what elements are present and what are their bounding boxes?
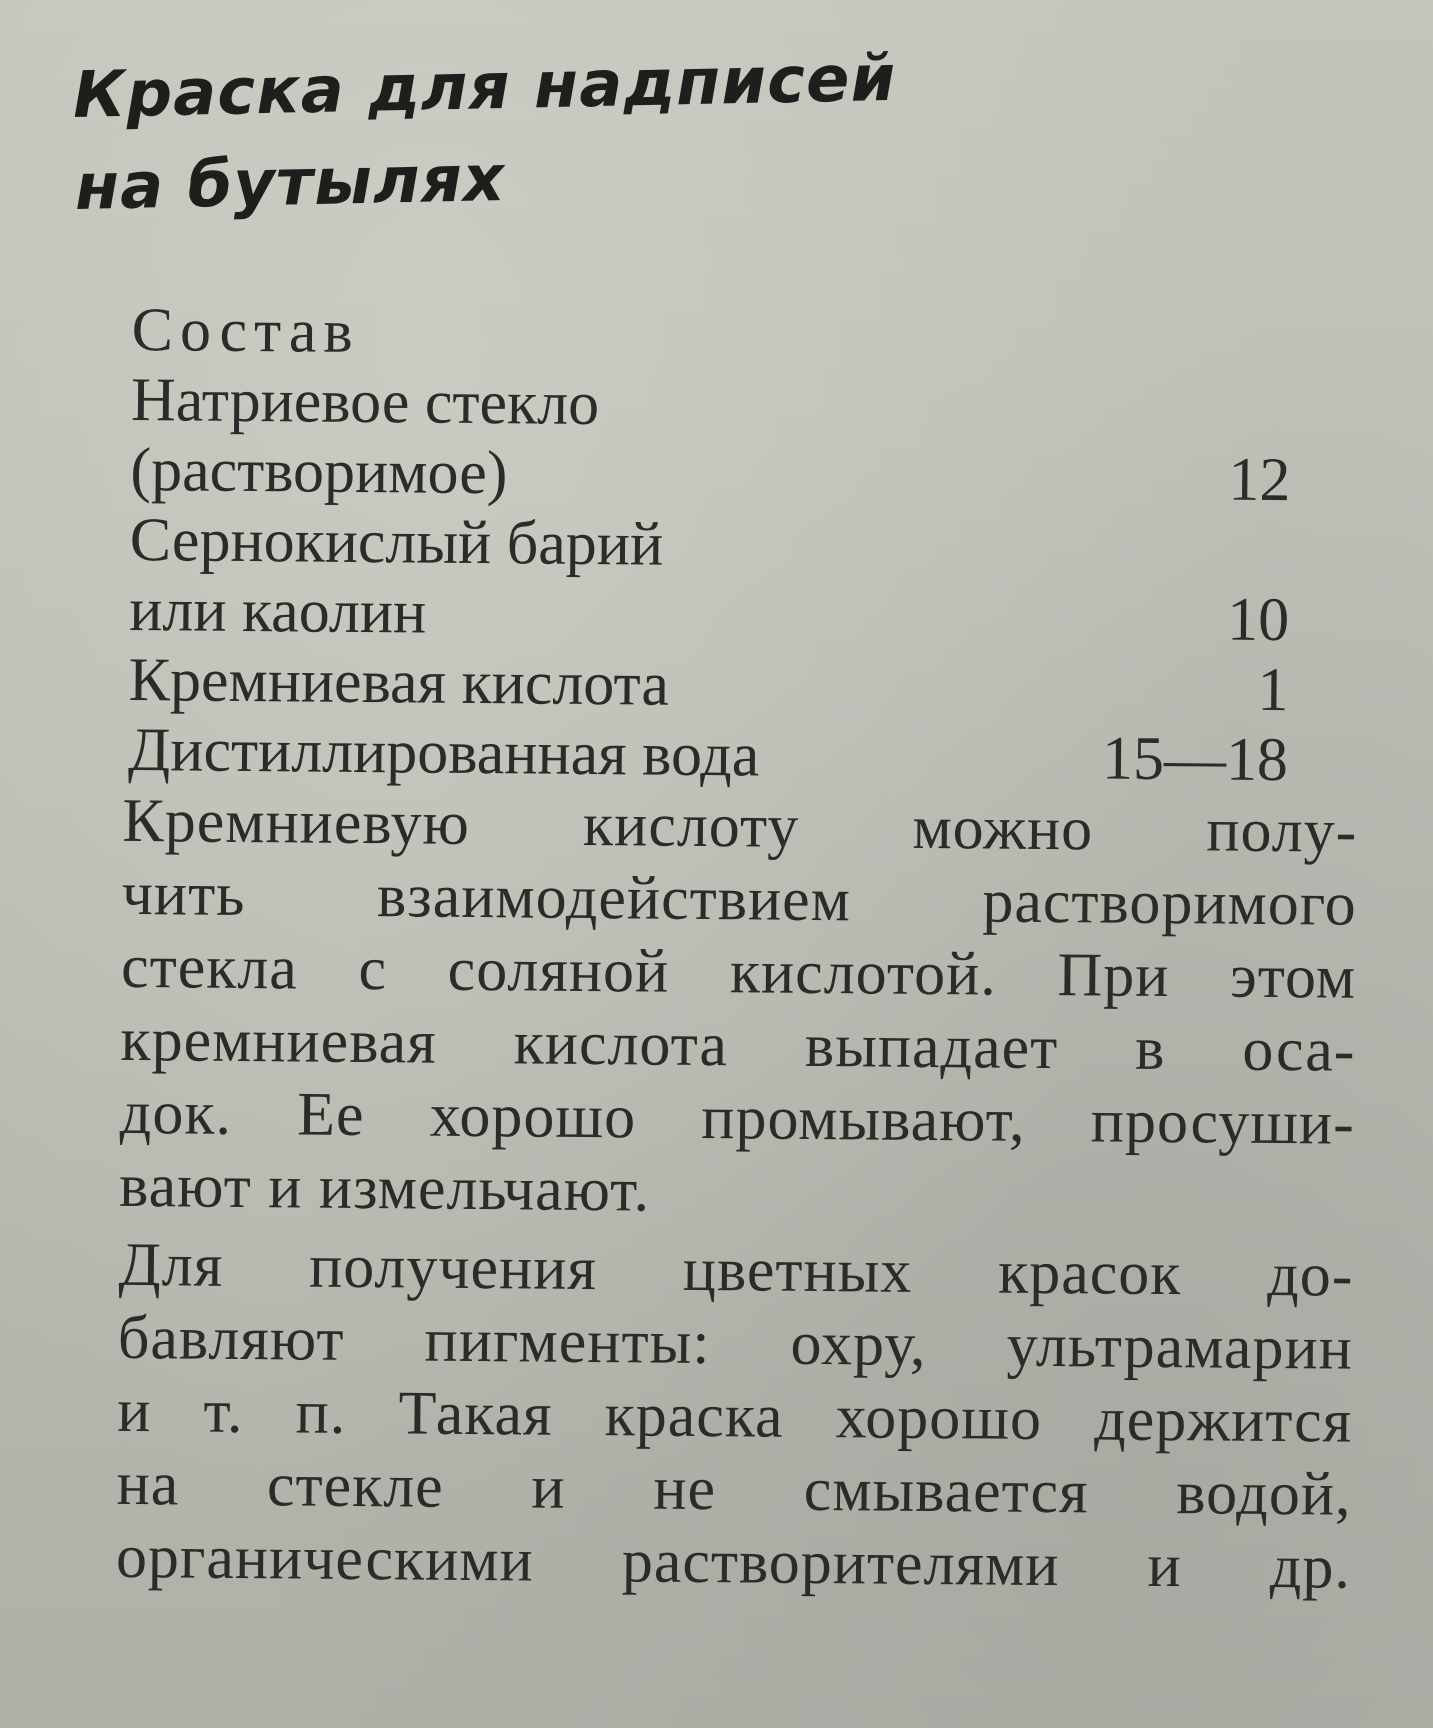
- paragraph-line: док. Ее хорошо промывают, просуши-: [119, 1078, 1356, 1158]
- ingredient-name-line: Натриевое стекло: [130, 365, 600, 439]
- ingredient-name-line: (растворимое): [130, 435, 508, 508]
- recipe-body: [115, 295, 1372, 1605]
- paragraph-line: органическими растворителями и др.: [115, 1522, 1352, 1602]
- paragraph-line: Кремниевую кислоту можно полу-: [122, 786, 1358, 866]
- ingredient-barium-sulfate: [129, 505, 1290, 655]
- ingredient-silicic-acid: [128, 645, 1289, 725]
- title-line-1: Краска для надписей: [72, 41, 897, 133]
- paragraph-line: кремниевая кислота выпадает в оса-: [120, 1005, 1356, 1085]
- ingredient-name-line: Дистиллированная вода: [127, 715, 760, 790]
- ingredient-name-line: Кремниевая кислота: [128, 645, 670, 719]
- paragraph-line: стекла с соляной кислотой. При этом: [120, 932, 1357, 1012]
- ingredient-amount: 1: [1257, 655, 1289, 725]
- paragraph-line: бавляют пигменты: охру, ультрамарин: [117, 1303, 1354, 1383]
- ingredient-name-line: Сернокислый барий: [129, 505, 664, 579]
- ingredients-list: [128, 365, 1292, 795]
- composition-heading: Состав: [131, 295, 361, 366]
- ingredient-distilled-water: [128, 715, 1289, 795]
- paragraph-silicic-acid: [119, 785, 1358, 1234]
- paragraph-line: на стекле и не смывается водой,: [116, 1449, 1352, 1529]
- title-line-2: на бутылях: [74, 141, 506, 225]
- recipe-title: [72, 29, 1076, 234]
- paragraph-line: и т. п. Такая краска хорошо держится: [116, 1376, 1353, 1456]
- ingredient-name-line: или каолин: [128, 575, 427, 647]
- paragraph-line: чить взаимодействием растворимого: [121, 859, 1358, 939]
- ingredient-sodium-glass: [130, 365, 1291, 515]
- ingredient-amount: 15—18: [1101, 724, 1289, 795]
- paragraph-line: Для получения цветных красок до-: [118, 1230, 1354, 1310]
- paragraph-line: вают и измельчают.: [118, 1151, 651, 1225]
- ingredient-amount: 10: [1226, 585, 1290, 655]
- ingredient-amount: 12: [1228, 445, 1291, 515]
- paragraph-color-pigments: [116, 1229, 1354, 1605]
